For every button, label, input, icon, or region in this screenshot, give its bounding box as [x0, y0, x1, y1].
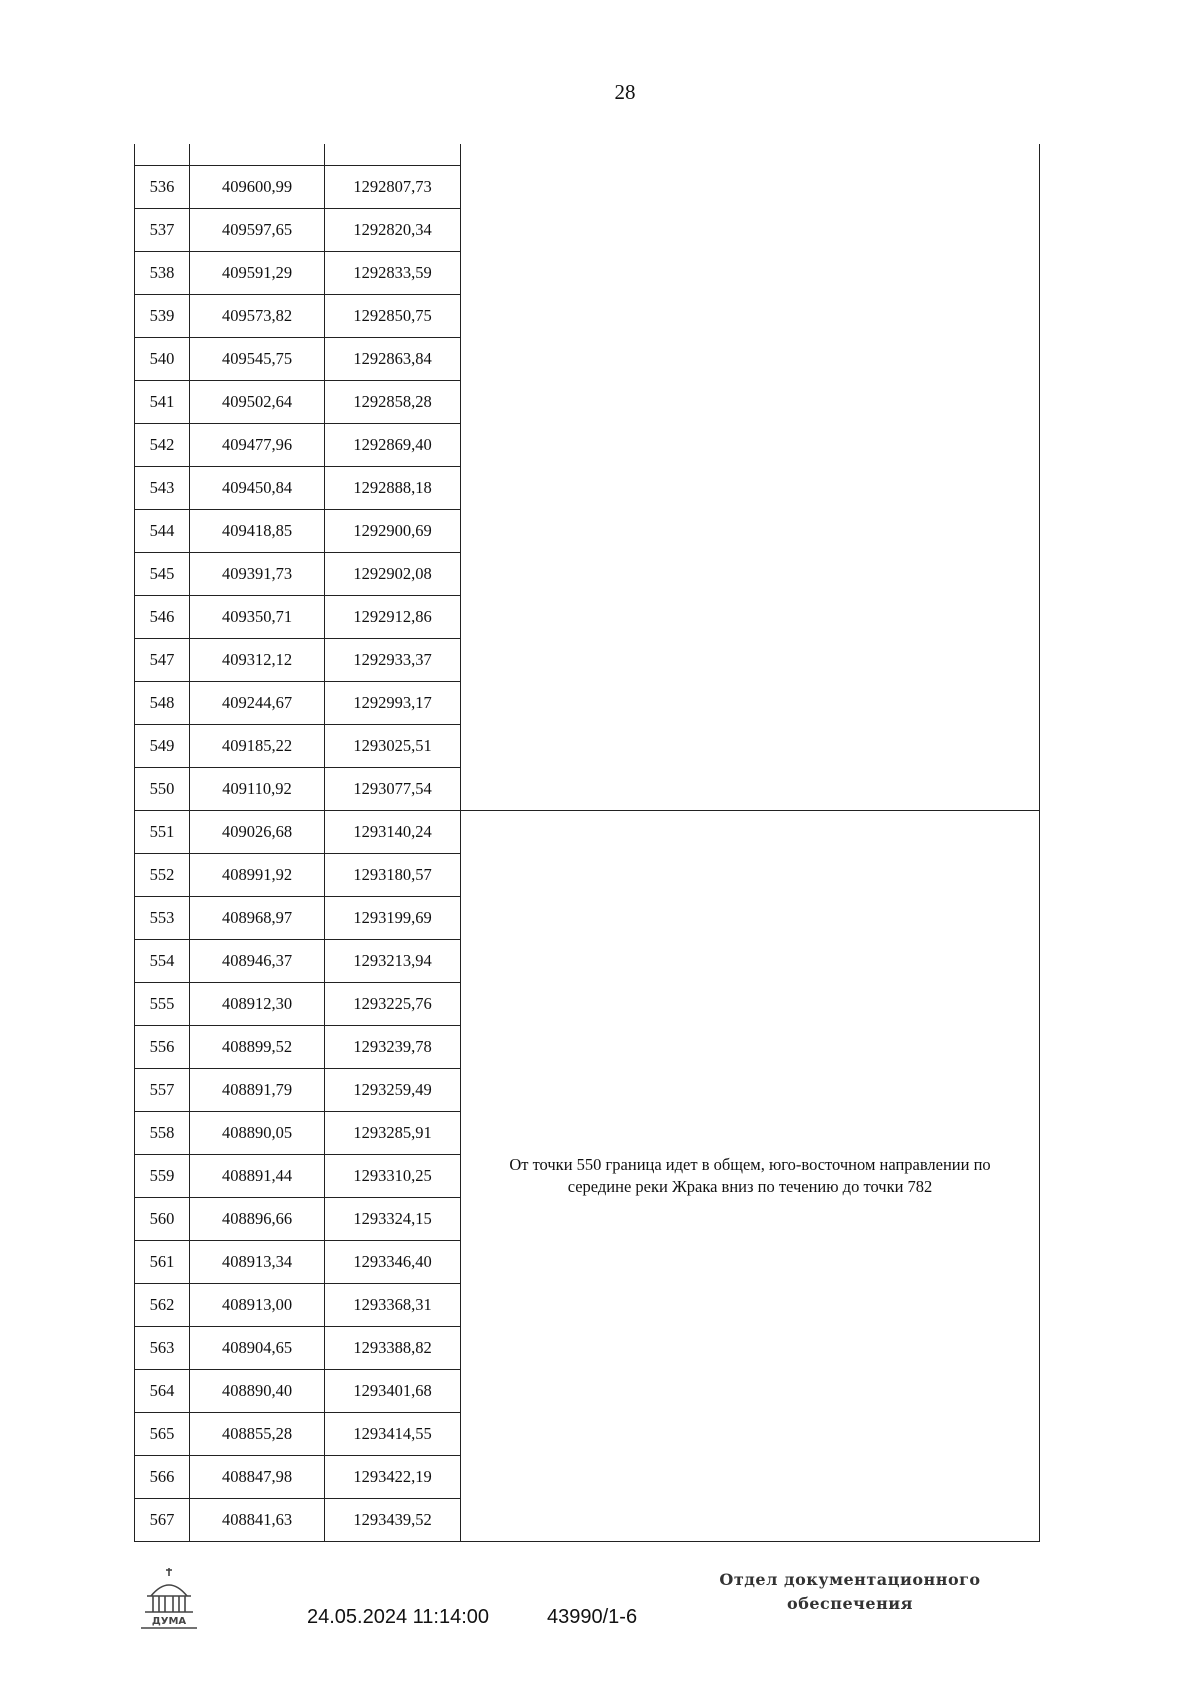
- point-number-cell: 555: [135, 983, 190, 1026]
- y-coordinate-cell: 1292900,69: [325, 510, 461, 553]
- x-coordinate-cell: 408891,44: [190, 1155, 325, 1198]
- x-coordinate-cell: 408890,05: [190, 1112, 325, 1155]
- point-number-cell: 542: [135, 424, 190, 467]
- point-number-cell: 566: [135, 1456, 190, 1499]
- stamp-line-2: обеспечения: [787, 1594, 913, 1613]
- y-coordinate-cell: 1292820,34: [325, 209, 461, 252]
- point-number-cell: 559: [135, 1155, 190, 1198]
- y-coordinate-cell: 1293199,69: [325, 897, 461, 940]
- point-number-cell: 554: [135, 940, 190, 983]
- y-coordinate-cell: 1293368,31: [325, 1284, 461, 1327]
- y-coordinate-cell: 1292850,75: [325, 295, 461, 338]
- stub-cell: [190, 144, 325, 166]
- y-coordinate-cell: 1293324,15: [325, 1198, 461, 1241]
- x-coordinate-cell: 408946,37: [190, 940, 325, 983]
- point-number-cell: 541: [135, 381, 190, 424]
- x-coordinate-cell: 408899,52: [190, 1026, 325, 1069]
- x-coordinate-cell: 409597,65: [190, 209, 325, 252]
- point-number-cell: 552: [135, 854, 190, 897]
- x-coordinate-cell: 409312,12: [190, 639, 325, 682]
- x-coordinate-cell: 408847,98: [190, 1456, 325, 1499]
- x-coordinate-cell: 408891,79: [190, 1069, 325, 1112]
- x-coordinate-cell: 409391,73: [190, 553, 325, 596]
- point-number-cell: 564: [135, 1370, 190, 1413]
- duma-logo: [137, 1566, 201, 1630]
- y-coordinate-cell: 1293401,68: [325, 1370, 461, 1413]
- point-number-cell: 537: [135, 209, 190, 252]
- y-coordinate-cell: 1292858,28: [325, 381, 461, 424]
- point-number-cell: 544: [135, 510, 190, 553]
- point-number-cell: 562: [135, 1284, 190, 1327]
- x-coordinate-cell: 409244,67: [190, 682, 325, 725]
- point-number-cell: 563: [135, 1327, 190, 1370]
- description-line-1: От точки 550 граница идет в общем, юго-восточном направлении по: [509, 1155, 991, 1174]
- point-number-cell: 560: [135, 1198, 190, 1241]
- point-number-cell: 558: [135, 1112, 190, 1155]
- point-number-cell: 549: [135, 725, 190, 768]
- y-coordinate-cell: 1293422,19: [325, 1456, 461, 1499]
- x-coordinate-cell: 409545,75: [190, 338, 325, 381]
- x-coordinate-cell: 408913,34: [190, 1241, 325, 1284]
- y-coordinate-cell: 1293439,52: [325, 1499, 461, 1542]
- y-coordinate-cell: 1293388,82: [325, 1327, 461, 1370]
- x-coordinate-cell: 408841,63: [190, 1499, 325, 1542]
- point-number-cell: 540: [135, 338, 190, 381]
- x-coordinate-cell: 409418,85: [190, 510, 325, 553]
- x-coordinate-cell: 408896,66: [190, 1198, 325, 1241]
- stub-cell: [135, 144, 190, 166]
- y-coordinate-cell: 1293310,25: [325, 1155, 461, 1198]
- y-coordinate-cell: 1293025,51: [325, 725, 461, 768]
- x-coordinate-cell: 408991,92: [190, 854, 325, 897]
- point-number-cell: 545: [135, 553, 190, 596]
- y-coordinate-cell: 1292833,59: [325, 252, 461, 295]
- x-coordinate-cell: 409026,68: [190, 811, 325, 854]
- x-coordinate-cell: 408968,97: [190, 897, 325, 940]
- y-coordinate-cell: 1292933,37: [325, 639, 461, 682]
- point-number-cell: 556: [135, 1026, 190, 1069]
- point-number-cell: 553: [135, 897, 190, 940]
- point-number-cell: 567: [135, 1499, 190, 1542]
- point-number-cell: 550: [135, 768, 190, 811]
- y-coordinate-cell: 1293239,78: [325, 1026, 461, 1069]
- x-coordinate-cell: 409600,99: [190, 166, 325, 209]
- point-number-cell: 538: [135, 252, 190, 295]
- y-coordinate-cell: 1293213,94: [325, 940, 461, 983]
- y-coordinate-cell: 1292888,18: [325, 467, 461, 510]
- point-number-cell: 546: [135, 596, 190, 639]
- point-number-cell: 551: [135, 811, 190, 854]
- point-number-cell: 539: [135, 295, 190, 338]
- logo-text: ДУМА: [151, 1616, 187, 1627]
- x-coordinate-cell: 409185,22: [190, 725, 325, 768]
- x-coordinate-cell: 409350,71: [190, 596, 325, 639]
- y-coordinate-cell: 1292912,86: [325, 596, 461, 639]
- point-number-cell: 565: [135, 1413, 190, 1456]
- y-coordinate-cell: 1293077,54: [325, 768, 461, 811]
- x-coordinate-cell: 408913,00: [190, 1284, 325, 1327]
- point-number-cell: 548: [135, 682, 190, 725]
- coordinates-table: [134, 144, 1040, 1542]
- x-coordinate-cell: 408855,28: [190, 1413, 325, 1456]
- description-cell-lower: [461, 811, 1040, 1542]
- y-coordinate-cell: 1293259,49: [325, 1069, 461, 1112]
- department-stamp: [690, 1568, 1010, 1616]
- table-stub-row: [135, 144, 1040, 166]
- point-number-cell: 561: [135, 1241, 190, 1284]
- footer-timestamp: 24.05.2024 11:14:00: [307, 1606, 490, 1628]
- y-coordinate-cell: 1292993,17: [325, 682, 461, 725]
- x-coordinate-cell: 409110,92: [190, 768, 325, 811]
- y-coordinate-cell: 1293140,24: [325, 811, 461, 854]
- point-number-cell: 536: [135, 166, 190, 209]
- document-code: 43990/1-6: [547, 1606, 638, 1628]
- y-coordinate-cell: 1293346,40: [325, 1241, 461, 1284]
- y-coordinate-cell: 1292807,73: [325, 166, 461, 209]
- point-number-cell: 557: [135, 1069, 190, 1112]
- x-coordinate-cell: 409477,96: [190, 424, 325, 467]
- stamp-line-1: Отдел документационного: [719, 1570, 981, 1589]
- point-number-cell: 543: [135, 467, 190, 510]
- table-row: [135, 811, 1040, 854]
- stub-cell: [325, 144, 461, 166]
- y-coordinate-cell: 1293285,91: [325, 1112, 461, 1155]
- x-coordinate-cell: 408904,65: [190, 1327, 325, 1370]
- x-coordinate-cell: 409573,82: [190, 295, 325, 338]
- y-coordinate-cell: 1292869,40: [325, 424, 461, 467]
- y-coordinate-cell: 1293225,76: [325, 983, 461, 1026]
- description-line-2: середине реки Жрака вниз по течению до точки 782: [567, 1177, 933, 1196]
- point-number-cell: 547: [135, 639, 190, 682]
- description-cell-upper: [461, 144, 1040, 811]
- y-coordinate-cell: 1293180,57: [325, 854, 461, 897]
- y-coordinate-cell: 1292863,84: [325, 338, 461, 381]
- x-coordinate-cell: 408890,40: [190, 1370, 325, 1413]
- x-coordinate-cell: 409591,29: [190, 252, 325, 295]
- page-number: 28: [614, 80, 636, 104]
- y-coordinate-cell: 1293414,55: [325, 1413, 461, 1456]
- x-coordinate-cell: 409502,64: [190, 381, 325, 424]
- x-coordinate-cell: 408912,30: [190, 983, 325, 1026]
- y-coordinate-cell: 1292902,08: [325, 553, 461, 596]
- x-coordinate-cell: 409450,84: [190, 467, 325, 510]
